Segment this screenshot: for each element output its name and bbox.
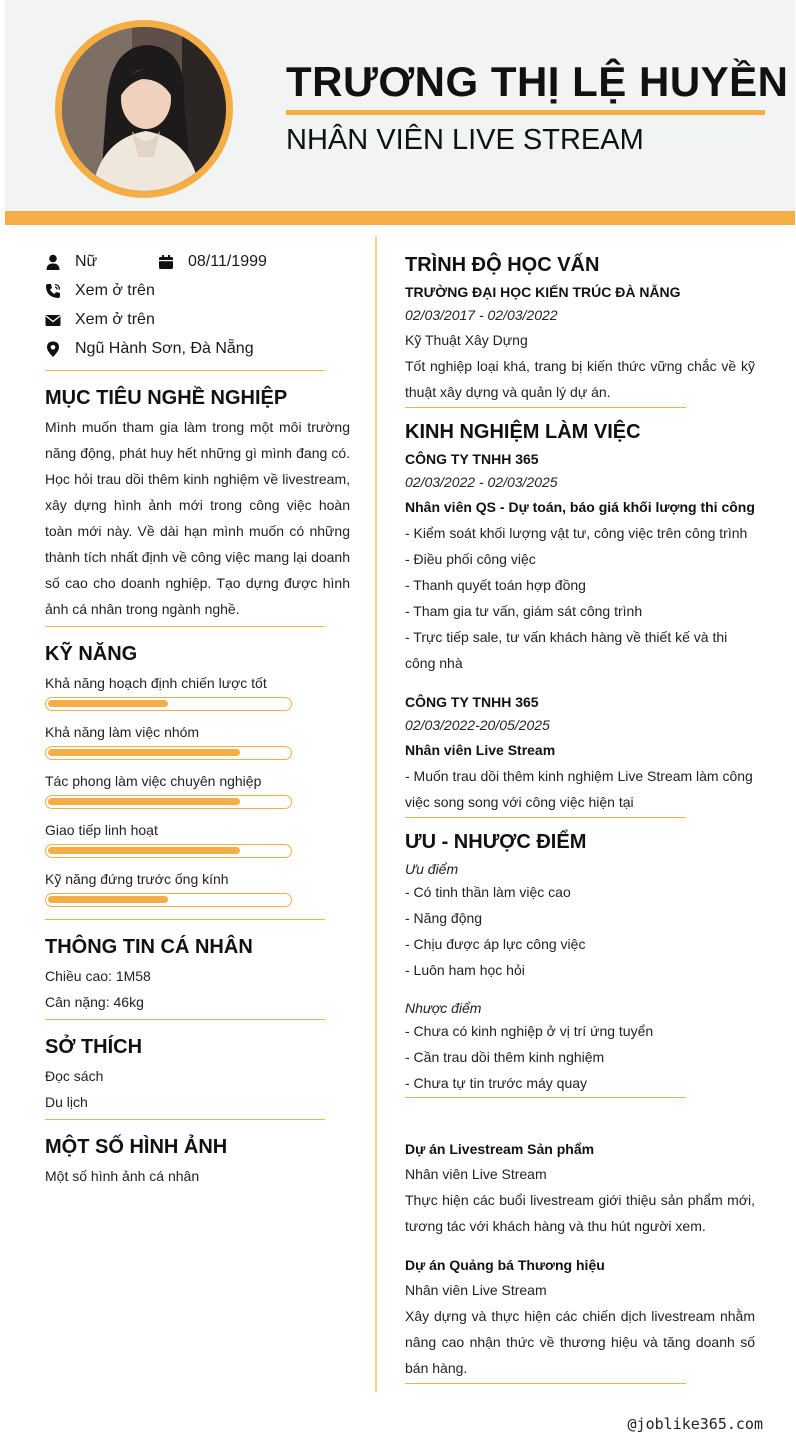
watermark: @joblike365.com <box>627 1415 763 1433</box>
project-name: Dự án Livestream Sản phẩm <box>405 1141 595 1157</box>
job-title: NHÂN VIÊN LIVE STREAM <box>286 124 644 156</box>
company-name: CÔNG TY TNHH 365 <box>405 694 539 710</box>
contact-birthdate <box>158 251 267 273</box>
project-description: Thực hiện các buổi livestream giới thiệu sản phẩm mới, tương tác với khách hàng và thu hút người xem. <box>405 1192 755 1234</box>
skill-label: Kỹ năng đứng trước ống kính <box>45 871 229 887</box>
list-item: - Năng động <box>405 910 483 926</box>
education-major: Kỹ Thuật Xây Dựng <box>405 332 528 348</box>
divider <box>45 919 325 920</box>
skill-label: Giao tiếp linh hoạt <box>45 822 158 838</box>
skill-label: Khả năng làm việc nhóm <box>45 724 200 740</box>
photos-text: Một số hình ảnh cá nhân <box>45 1168 200 1184</box>
column-divider <box>375 236 377 1392</box>
skill-fill <box>48 896 168 903</box>
school-name: TRƯỜNG ĐẠI HỌC KIẾN TRÚC ĐÀ NẴNG <box>405 284 681 300</box>
project-role: Nhân viên Live Stream <box>405 1166 547 1182</box>
divider <box>45 1119 325 1120</box>
job-period: 02/03/2022 - 02/03/2025 <box>405 474 558 490</box>
phone-value: Xem ở trên <box>75 282 155 299</box>
envelope-icon <box>45 312 61 328</box>
divider <box>405 817 686 818</box>
project-description: Xây dựng và thực hiện các chiến dịch livestream nhằm nâng cao nhận thức về thương hiệu và tăng doanh số bán hàng. <box>405 1308 755 1376</box>
education-title: TRÌNH ĐỘ HỌC VẤN <box>405 254 600 276</box>
contact-gender <box>45 251 97 273</box>
height-value: Chiều cao: 1M58 <box>45 968 151 984</box>
photos-title: MỘT SỐ HÌNH ẢNH <box>45 1136 228 1158</box>
skill-bar <box>45 795 292 809</box>
calendar-icon <box>158 254 174 270</box>
phone-icon <box>45 283 61 299</box>
name-underline <box>286 110 765 115</box>
cons-list <box>405 1018 757 1096</box>
objective-title: MỤC TIÊU NGHỀ NGHIỆP <box>45 387 288 409</box>
avatar <box>62 27 226 191</box>
experience-title: KINH NGHIỆM LÀM VIỆC <box>405 421 641 443</box>
job-duties <box>405 520 757 676</box>
avatar-photo <box>62 27 226 191</box>
email-value: Xem ở trên <box>75 311 155 328</box>
skill-fill <box>48 847 240 854</box>
divider <box>45 626 325 627</box>
project-role: Nhân viên Live Stream <box>405 1282 547 1298</box>
cons-label: Nhược điểm <box>405 1000 482 1016</box>
divider <box>405 1383 686 1384</box>
objective-text: Mình muốn tham gia làm trong một môi trường năng động, phát huy hết những gì mình đang có. Học hỏi trau dồi thêm kinh nghiệm về livestream, xây dựng hình ảnh mới trong công việc hoàn toàn mới này. Về dài hạn mình muốn có những thành tích nhất định về công việc mang lại doanh số cao cho doanh nghiệp. Tạo dựng được hình ảnh cá nhân trong ngành nghề. <box>45 419 350 617</box>
list-item: - Luôn ham học hỏi <box>405 962 525 978</box>
company-name: CÔNG TY TNHH 365 <box>405 451 539 467</box>
list-item: - Kiểm soát khối lượng vật tư, công việc trên công trình <box>405 525 748 541</box>
job-duties <box>405 763 757 815</box>
skill-label: Tác phong làm việc chuyên nghiệp <box>45 773 262 789</box>
skill-bar <box>45 893 292 907</box>
header-accent-bar <box>5 211 795 225</box>
project-name: Dự án Quảng bá Thương hiệu <box>405 1257 605 1273</box>
list-item: - Cần trau dồi thêm kinh nghiệm <box>405 1049 605 1065</box>
list-item: - Điều phối công việc <box>405 551 536 567</box>
birthdate-value: 08/11/1999 <box>188 253 267 270</box>
skill-bar <box>45 697 292 711</box>
list-item: - Thanh quyết toán hợp đồng <box>405 577 586 593</box>
job-position: Nhân viên QS - Dự toán, báo giá khối lượng thi công <box>405 499 755 515</box>
hobby-item: Đọc sách <box>45 1068 104 1084</box>
contact-address <box>45 338 254 360</box>
divider <box>405 1097 686 1098</box>
contact-phone <box>45 280 155 302</box>
list-item: - Chưa có kinh nghiệp ở vị trí ứng tuyển <box>405 1023 654 1039</box>
education-description: Tốt nghiệp loại khá, trang bị kiến thức vững chắc về kỹ thuật xây dựng và quản lý dự án. <box>405 358 755 400</box>
hobby-item: Du lịch <box>45 1094 88 1110</box>
skill-fill <box>48 798 240 805</box>
hobbies-title: SỞ THÍCH <box>45 1036 143 1058</box>
pros-list <box>405 879 757 983</box>
candidate-name: TRƯƠNG THỊ LỆ HUYỀN <box>286 58 789 105</box>
personal-info-title: THÔNG TIN CÁ NHÂN <box>45 936 253 958</box>
skill-bar <box>45 844 292 858</box>
list-item: - Chịu được áp lực công việc <box>405 936 586 952</box>
gender-value: Nữ <box>75 253 98 270</box>
user-icon <box>45 254 61 270</box>
skill-bar <box>45 746 292 760</box>
pros-cons-title: ƯU - NHƯỢC ĐIỂM <box>405 831 587 853</box>
list-item: - Muốn trau dồi thêm kinh nghiệm Live Stream làm công việc song song với công việc hiện tại <box>405 768 753 810</box>
skills-title: KỸ NĂNG <box>45 643 138 665</box>
skill-fill <box>48 700 168 707</box>
list-item: - Có tinh thần làm việc cao <box>405 884 571 900</box>
weight-value: Cân nặng: 46kg <box>45 994 144 1010</box>
list-item: - Trực tiếp sale, tư vấn khách hàng về thiết kế và thi công nhà <box>405 629 728 671</box>
skill-fill <box>48 749 240 756</box>
job-period: 02/03/2022-20/05/2025 <box>405 717 550 733</box>
contact-email <box>45 309 155 331</box>
skill-label: Khả năng hoạch định chiến lược tốt <box>45 675 267 691</box>
pros-label: Ưu điểm <box>405 861 459 877</box>
divider <box>45 1019 325 1020</box>
list-item: - Tham gia tư vấn, giám sát công trình <box>405 603 643 619</box>
address-value: Ngũ Hành Sơn, Đà Nẵng <box>75 340 254 357</box>
divider <box>405 407 686 408</box>
map-pin-icon <box>45 341 61 357</box>
list-item: - Chưa tự tin trước máy quay <box>405 1075 588 1091</box>
job-position: Nhân viên Live Stream <box>405 742 556 758</box>
education-period: 02/03/2017 - 02/03/2022 <box>405 307 558 323</box>
divider <box>45 370 325 371</box>
